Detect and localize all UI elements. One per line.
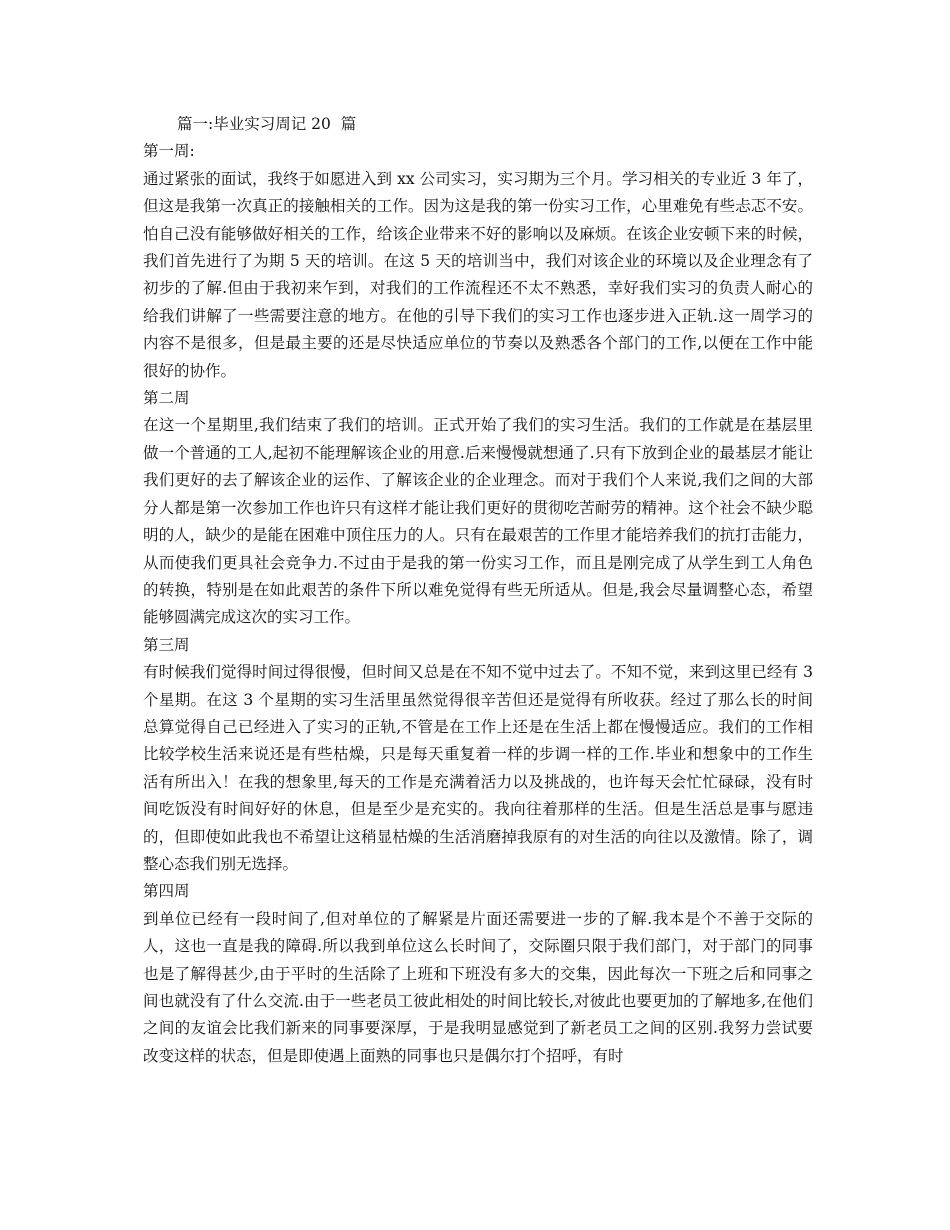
week-1-heading: 第一周: — [143, 142, 195, 161]
document-title: 篇一:毕业实习周记 20 篇 — [177, 115, 357, 133]
week-2-paragraph: 在这一个星期里,我们结束了我们的培训。正式开始了我们的实习生活。我们的工作就是在基层里做一个普通的工人,起初不能理解该企业的用意.后来慢慢就想通了.只有下放到企业的最基层才能让我们更好的去了解该企业的运作、了解该企业的企业理念。而对于我们个人来说,我们之间的大部分人都是第一次参加工作也许只有这样才能让我们更好的贯彻吃苦耐劳的精神。这个社会不缺少聪明的人，缺少的是能在困难中顶住压力的人。只有在最艰苦的工作里才能培养我们的抗打击能力，从而使我们更具社会竞争力.不过由于是我的第一份实习工作，而且是刚完成了从学生到工人角色的转换，特别是在如此艰苦的条件下所以难免觉得有些无所适从。但是,我会尽量调整心态，希望能够圆满完成这次的实习工作。 — [143, 416, 813, 627]
week-1-paragraph: 通过紧张的面试，我终于如愿进入到 xx 公司实习，实习期为三个月。学习相关的专业近 3 年了，但这是我第一次真正的接触相关的工作。因为这是我的第一份实习工作，心里难免有些忐忑不安。怕自己没有能够做好相关的工作，给该企业带来不好的影响以及麻烦。在该企业安顿下来的时候，我们首先进行了为期 5 天的培训。在这 5 天的培训当中，我们对该企业的环境以及企业理念有了初步的了解.但由于我初来乍到，对我们的工作流程还不太不熟悉，幸好我们实习的负责人耐心的给我们讲解了一些需要注意的地方。在他的引导下我们的实习工作也逐步进入正轨.这一周学习的内容不是很多，但是最主要的还是尽快适应单位的节奏以及熟悉各个部门的工作,以便在工作中能很好的协作。 — [143, 169, 813, 380]
week-3-paragraph: 有时候我们觉得时间过得很慢，但时间又总是在不知不觉中过去了。不知不觉，来到这里已经有 3 个星期。在这 3 个星期的实习生活里虽然觉得很辛苦但还是觉得有所收获。经过了那么长的时间总算觉得自己已经进入了实习的正轨,不管是在工作上还是在生活上都在慢慢适应。我们的工作相比较学校生活来说还是有些枯燥，只是每天重复着一样的步调一样的工作.毕业和想象中的工作生活有所出入！在我的想象里,每天的工作是充满着活力以及挑战的，也许每天会忙忙碌碌，没有时间吃饭没有时间好好的休息，但是至少是充实的。我向往着那样的生活。但是生活总是事与愿违的，但即使如此我也不希望让这稍显枯燥的生活消磨掉我原有的对生活的向往以及激情。除了，调整心态我们别无选择。 — [143, 663, 813, 873]
week-3-heading: 第三周 — [143, 635, 190, 654]
week-4-paragraph: 到单位已经有一段时间了,但对单位的了解紧是片面还需要进一步的了解.我本是个不善于交际的人，这也一直是我的障碍.所以我到单位这么长时间了，交际圈只限于我们部门，对于部门的同事也是了解得甚少,由于平时的生活除了上班和下班没有多大的交集，因此每次一下班之后和同事之间也就没有了什么交流.由于一些老员工彼此相处的时间比较长,对彼此也要更加的了解地多,在他们之间的友谊会比我们新来的同事要深厚，于是我明显感觉到了新老员工之间的区别.我努力尝试要改变这样的状态，但是即使遇上面熟的同事也只是偶尔打个招呼，有时 — [143, 909, 813, 1065]
week-2-heading: 第二周 — [143, 389, 190, 408]
week-4-heading: 第四周 — [143, 882, 190, 901]
document-body — [143, 111, 813, 1070]
